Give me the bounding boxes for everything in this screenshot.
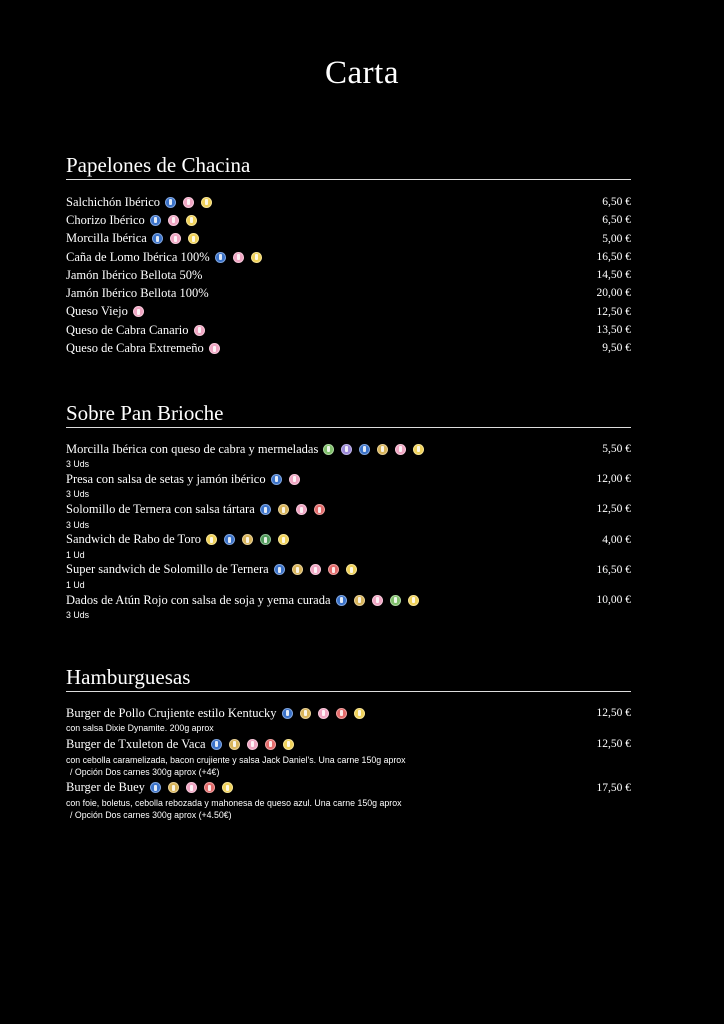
menu-item xyxy=(66,211,631,229)
allergen-icons xyxy=(206,534,289,545)
menu-item xyxy=(66,230,631,248)
menu-item-description: 1 Ud xyxy=(66,580,85,591)
menu-item-price: 5,50 € xyxy=(602,443,631,455)
allergen-sulphite-icon xyxy=(206,534,217,545)
menu-item-description: 3 Uds xyxy=(66,519,89,530)
menu-item-name: Solomillo de Ternera con salsa tártara xyxy=(66,502,255,517)
menu-item-price: 16,50 € xyxy=(596,250,631,263)
menu-item-name: Caña de Lomo Ibérica 100% xyxy=(66,249,210,264)
menu-item-name: Chorizo Ibérico xyxy=(66,212,145,227)
allergen-gluten-icon xyxy=(152,233,163,244)
allergen-sesame-icon xyxy=(341,444,352,455)
allergen-icons xyxy=(323,444,424,455)
allergen-icons xyxy=(150,782,233,793)
menu-item-description: 1 Ud xyxy=(66,549,85,560)
allergen-sulphite-icon xyxy=(251,252,262,263)
menu-item-price: 9,50 € xyxy=(602,342,631,355)
menu-list xyxy=(66,193,631,358)
menu-item-name: Sandwich de Rabo de Toro xyxy=(66,532,201,547)
menu-item-description: con foie, boletus, cebolla rebozada y mahonesa de queso azul. Una carne 150g aprox xyxy=(66,797,402,808)
section-title: Papelones de Chacina xyxy=(66,152,631,180)
menu-item-name: Super sandwich de Solomillo de Ternera xyxy=(66,562,269,577)
allergen-nuts-icon xyxy=(260,534,271,545)
menu-item-description: 3 Uds xyxy=(66,610,89,621)
menu-item-name: Presa con salsa de setas y jamón ibérico xyxy=(66,471,266,486)
menu-item-price: 6,50 € xyxy=(602,196,631,208)
allergen-icons xyxy=(150,215,197,226)
menu-item-price: 20,00 € xyxy=(596,287,631,300)
allergen-icons xyxy=(260,504,325,515)
section-title: Hamburguesas xyxy=(66,664,631,692)
allergen-lactose-icon xyxy=(170,233,181,244)
allergen-icons xyxy=(133,306,144,317)
allergen-gluten-icon xyxy=(336,595,347,606)
menu-item-description: 3 Uds xyxy=(66,489,89,500)
allergen-lactose-icon xyxy=(296,504,307,515)
menu-item-description: 3 Uds xyxy=(66,459,89,470)
allergen-lactose-icon xyxy=(247,739,258,750)
allergen-icons xyxy=(211,739,294,750)
allergen-mustard-icon xyxy=(168,782,179,793)
allergen-gluten-icon xyxy=(359,444,370,455)
menu-list xyxy=(66,440,631,621)
menu-item xyxy=(66,500,631,530)
menu-item-name: Queso de Cabra Extremeño xyxy=(66,341,204,356)
allergen-icons xyxy=(336,595,419,606)
section-papelones xyxy=(66,152,631,358)
menu-item-price: 12,50 € xyxy=(596,738,631,751)
allergen-lactose-icon xyxy=(395,444,406,455)
allergen-egg-icon xyxy=(314,504,325,515)
menu-item-name: Dados de Atún Rojo con salsa de soja y yema curada xyxy=(66,592,331,607)
menu-item-price: 10,00 € xyxy=(596,593,631,606)
menu-item-price: 17,50 € xyxy=(596,781,631,794)
menu-item xyxy=(66,303,631,321)
menu-item-option: / Opción Dos carnes 300g aprox (+4.50€) xyxy=(70,809,232,820)
allergen-gluten-icon xyxy=(260,504,271,515)
menu-item xyxy=(66,266,631,284)
menu-item xyxy=(66,440,631,470)
menu-item xyxy=(66,284,631,302)
allergen-egg-icon xyxy=(204,782,215,793)
menu-list xyxy=(66,704,631,821)
allergen-icons xyxy=(209,343,220,354)
allergen-soy-icon xyxy=(390,595,401,606)
menu-item-name: Jamón Ibérico Bellota 50% xyxy=(66,267,203,282)
allergen-lactose-icon xyxy=(289,474,300,485)
menu-item xyxy=(66,193,631,211)
allergen-lactose-icon xyxy=(183,197,194,208)
allergen-icons xyxy=(194,325,205,336)
allergen-sulphite-icon xyxy=(188,233,199,244)
allergen-egg-icon xyxy=(336,708,347,719)
allergen-egg-icon xyxy=(328,564,339,575)
allergen-sulphite-icon xyxy=(186,215,197,226)
allergen-lactose-icon xyxy=(310,564,321,575)
menu-item-name: Morcilla Ibérica con queso de cabra y mermeladas xyxy=(66,441,319,456)
allergen-mustard-icon xyxy=(354,595,365,606)
section-hamburguesas xyxy=(66,664,631,822)
allergen-mustard-icon xyxy=(292,564,303,575)
allergen-icons xyxy=(165,197,212,208)
menu-item-price: 12,50 € xyxy=(596,707,631,719)
allergen-lactose-icon xyxy=(318,708,329,719)
allergen-gluten-icon xyxy=(224,534,235,545)
menu-item xyxy=(66,339,631,357)
menu-item-name: Burger de Buey xyxy=(66,780,145,795)
allergen-soy-icon xyxy=(323,444,334,455)
allergen-sulphite-icon xyxy=(354,708,365,719)
menu-item xyxy=(66,704,631,734)
menu-item-price: 6,50 € xyxy=(602,214,631,227)
menu-item xyxy=(66,248,631,266)
menu-item-description: con salsa Dixie Dynamite. 200g aprox xyxy=(66,723,214,734)
allergen-gluten-icon xyxy=(282,708,293,719)
menu-item-name: Burger de Txuleton de Vaca xyxy=(66,736,206,751)
menu-item-option: / Opción Dos carnes 300g aprox (+4€) xyxy=(70,766,220,777)
menu-item-name: Queso de Cabra Canario xyxy=(66,322,189,337)
allergen-mustard-icon xyxy=(278,504,289,515)
allergen-lactose-icon xyxy=(209,343,220,354)
menu-item-name: Salchichón Ibérico xyxy=(66,194,161,209)
allergen-icons xyxy=(282,708,365,719)
allergen-egg-icon xyxy=(265,739,276,750)
allergen-gluten-icon xyxy=(211,739,222,750)
allergen-icons xyxy=(215,252,262,263)
allergen-gluten-icon xyxy=(165,197,176,208)
allergen-gluten-icon xyxy=(215,252,226,263)
allergen-gluten-icon xyxy=(150,215,161,226)
allergen-mustard-icon xyxy=(229,739,240,750)
allergen-mustard-icon xyxy=(300,708,311,719)
menu-item xyxy=(66,591,631,621)
allergen-lactose-icon xyxy=(186,782,197,793)
allergen-sulphite-icon xyxy=(413,444,424,455)
menu-item-price: 5,00 € xyxy=(602,232,631,245)
allergen-mustard-icon xyxy=(377,444,388,455)
section-brioche xyxy=(66,400,631,621)
menu-item xyxy=(66,779,631,821)
allergen-lactose-icon xyxy=(194,325,205,336)
menu-item-name: Morcilla Ibérica xyxy=(66,231,147,246)
page-title: Carta xyxy=(325,55,399,91)
menu-item-name: Jamón Ibérico Bellota 100% xyxy=(66,286,209,301)
allergen-lactose-icon xyxy=(372,595,383,606)
menu-item-price: 12,50 € xyxy=(596,305,631,318)
section-title: Sobre Pan Brioche xyxy=(66,400,631,428)
allergen-sulphite-icon xyxy=(346,564,357,575)
menu-item-price: 4,00 € xyxy=(602,533,631,546)
allergen-mustard-icon xyxy=(242,534,253,545)
allergen-lactose-icon xyxy=(233,252,244,263)
allergen-sulphite-icon xyxy=(283,739,294,750)
allergen-sulphite-icon xyxy=(201,197,212,208)
menu-item-price: 12,00 € xyxy=(596,473,631,486)
menu-item-name: Queso Viejo xyxy=(66,304,128,319)
menu-item-price: 14,50 € xyxy=(596,269,631,282)
menu-item xyxy=(66,321,631,339)
menu-item-price: 12,50 € xyxy=(596,503,631,516)
menu-item-price: 16,50 € xyxy=(596,563,631,576)
menu-item xyxy=(66,470,631,500)
allergen-gluten-icon xyxy=(150,782,161,793)
allergen-icons xyxy=(152,233,199,244)
allergen-icons xyxy=(271,474,300,485)
allergen-sulphite-icon xyxy=(222,782,233,793)
allergen-lactose-icon xyxy=(133,306,144,317)
allergen-sulphite-icon xyxy=(278,534,289,545)
allergen-lactose-icon xyxy=(168,215,179,226)
allergen-gluten-icon xyxy=(274,564,285,575)
menu-item-price: 13,50 € xyxy=(596,324,631,337)
allergen-gluten-icon xyxy=(271,474,282,485)
menu-item-description: con cebolla caramelizada, bacon crujiente y salsa Jack Daniel's. Una carne 150g aprox xyxy=(66,754,406,765)
menu-item xyxy=(66,561,631,591)
allergen-sulphite-icon xyxy=(408,595,419,606)
menu-item xyxy=(66,531,631,561)
menu-item-name: Burger de Pollo Crujiente estilo Kentucky xyxy=(66,705,277,720)
menu-item xyxy=(66,735,631,777)
allergen-icons xyxy=(274,564,357,575)
